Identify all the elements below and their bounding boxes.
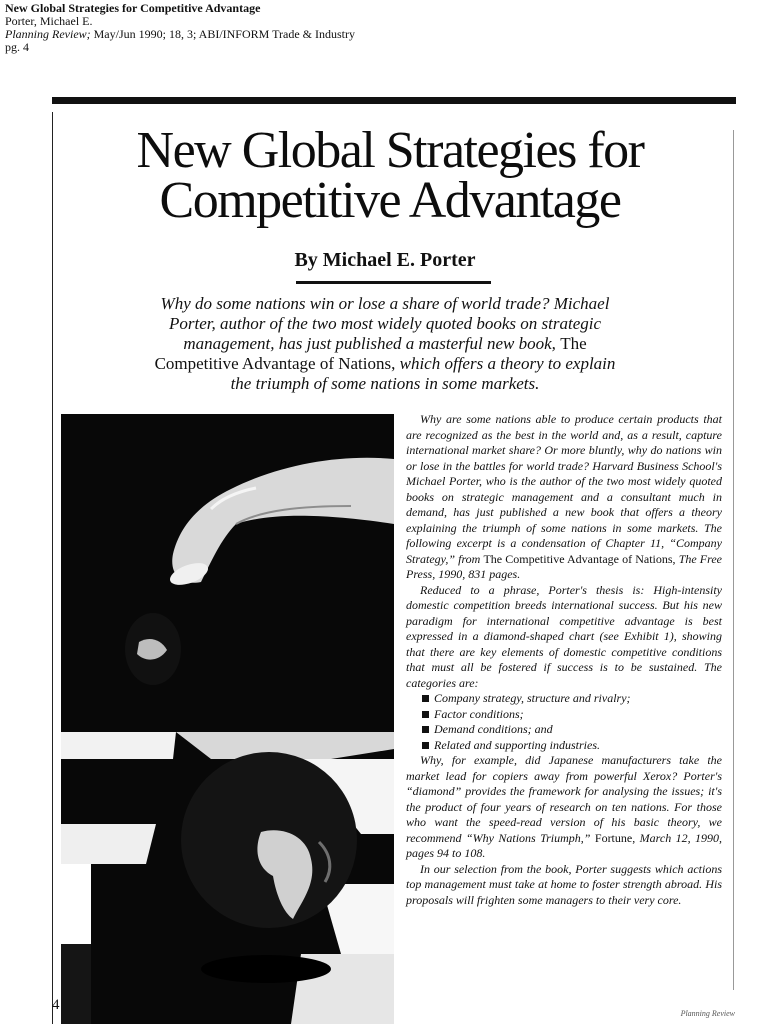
deck-text-1: Why do some nations win or lose a share of world trade? Michael Porter, author of the two most widely quoted books on strategic management, has just published a masterful new book, — [160, 294, 610, 353]
deck-book-title: The Competitive Advantage of Nations, — [154, 334, 587, 373]
categories-list — [406, 691, 722, 753]
intro-text-2: The Free Press, 1990, 831 pages. — [406, 551, 723, 581]
example-text-2: March 12, 1990, pages 94 to 108. — [406, 830, 723, 860]
list-item: Company strategy, structure and rivalry; — [420, 691, 722, 707]
byline: By Michael E. Porter — [294, 249, 476, 271]
right-rule — [733, 130, 734, 990]
paragraph-thesis: Reduced to a phrase, Porter's thesis is: High-intensity domestic competition breeds international success. But his new paradigm for international competitive advantage is best expressed in a diamond-shaped chart (see Exhibit 1), showing that there are key elements of domestic competitive conditions that must all be fostered if success is to be sustained. The categories are: — [406, 582, 722, 690]
article-deck — [150, 294, 620, 394]
citation-journal: Planning Review; — [5, 27, 91, 41]
article-body — [406, 412, 722, 908]
paragraph-selection: In our selection from the book, Porter suggests which actions top management must take at home to foster strength abroad. His proposals will frighten some managers to their very core. — [406, 861, 722, 907]
hand-globe-photo — [61, 414, 394, 1024]
list-item: Factor conditions; — [420, 707, 722, 723]
byline-rule — [296, 281, 491, 284]
example-magazine: Fortune, — [594, 830, 636, 845]
paragraph-example — [406, 753, 722, 862]
citation-source — [5, 28, 355, 41]
list-item: Demand conditions; and — [420, 722, 722, 738]
citation-author: Porter, Michael E. — [5, 14, 93, 28]
headline-line-1: New Global Strategies for — [136, 122, 644, 179]
paragraph-intro — [406, 412, 722, 583]
example-text-1: Why, for example, did Japanese manufacturers take the market lead for copiers away from powerful Xerox? Porter's “diamond” provides the framework for analysing the issues; it's the product of four years of research on ten nations. For those who want the speed-read version of his basic theory, we recommend “Why Nations Triumph,” — [406, 753, 722, 845]
citation-details: May/Jun 1990; 18, 3; ABI/INFORM Trade & Industry — [90, 27, 355, 41]
intro-text-1: Why are some nations able to produce certain products that are recognized as the best in the world and, as a result, capture international market share? Or more bluntly, why do nations win or lose in the battles for world trade? Harvard Business School's Michael Porter, who is the author of the two most widely quoted books on strategic management and a consultant much in demand, has just published a new book that offers a theory explaining the triumph of some nations in some markets. The following excerpt is a condensation of Chapter 11, “Company Strategy,” from — [406, 412, 722, 566]
page-number: 4 — [52, 997, 60, 1013]
article-headline — [60, 122, 720, 229]
left-rule — [52, 112, 53, 1024]
top-rule — [52, 97, 736, 104]
footer-publication: Planning Review — [680, 1009, 735, 1018]
headline-line-2: Competitive Advantage — [159, 172, 621, 229]
list-item: Related and supporting industries. — [420, 738, 722, 754]
citation-title: New Global Strategies for Competitive Advantage — [5, 1, 261, 15]
deck-text-2: which offers a theory to explain the triumph of some nations in some markets. — [230, 354, 616, 393]
citation-block — [5, 2, 355, 54]
citation-page: pg. 4 — [5, 40, 29, 54]
intro-book-title: The Competitive Advantage of Nations, — [483, 551, 676, 566]
